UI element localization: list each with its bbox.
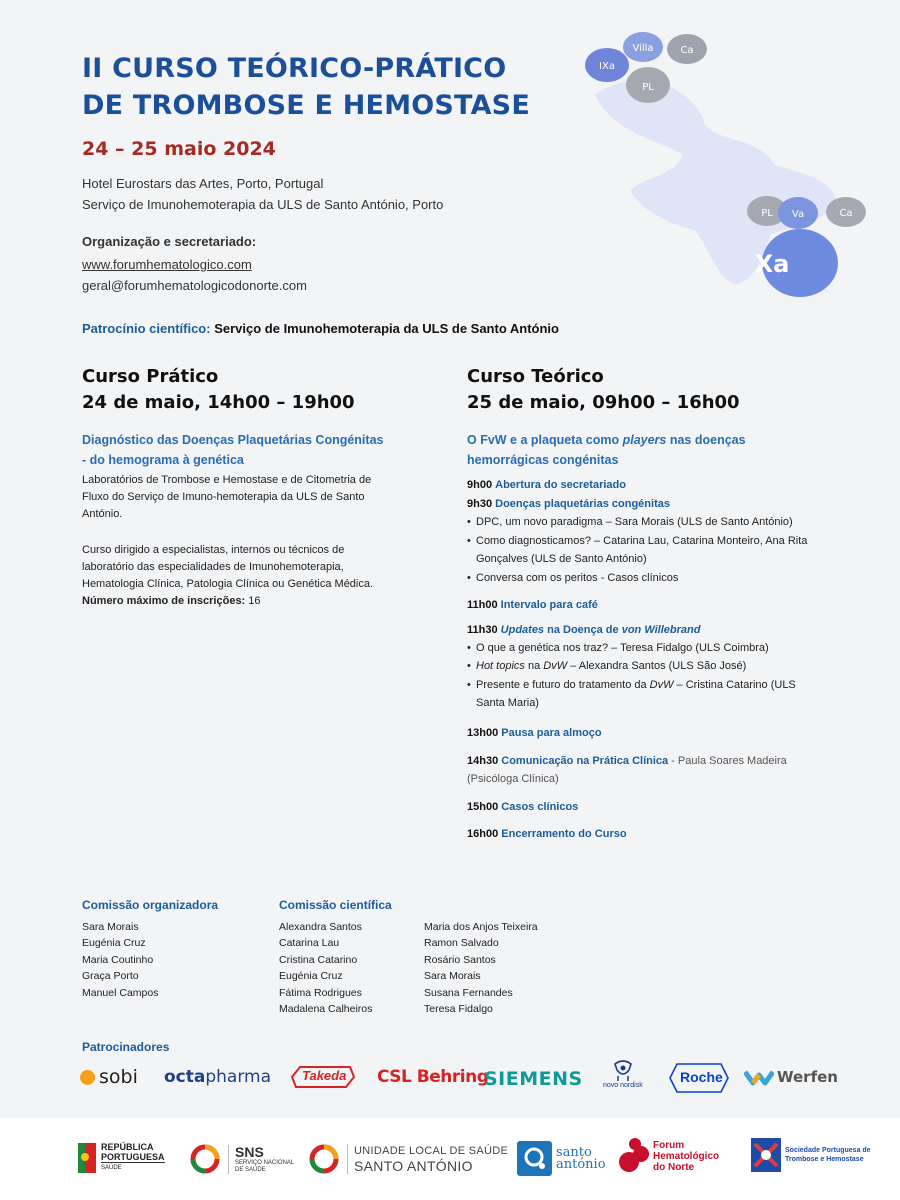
organization-contacts [82,254,307,296]
subtitle-line: Diagnóstico das Doenças Plaquetárias Congénitas [82,433,384,447]
max-value: 16 [248,595,261,607]
roche-logo [668,1062,730,1094]
teorico-title: Curso Teórico [467,366,604,387]
bubble-label: PL [642,82,654,93]
pratico-subtitle [82,430,383,470]
sns-logo [190,1144,294,1174]
talk-item [476,657,816,675]
session-title: Pausa para almoço [501,727,602,739]
talk-item: • Conversa com os peritos - Casos clínicos [476,569,816,587]
takeda-text: Takeda [302,1068,347,1083]
talk-part: – Alexandra Santos (ULS São José) [567,660,747,672]
talk-item [476,532,816,568]
pratico-audience [82,542,373,610]
santo-antonio-logo [517,1141,606,1176]
sponsorship-value: Serviço de Imunohemoterapia da ULS de Santo António [214,321,559,336]
spth-emblem [751,1138,781,1172]
session-title: Casos clínicos [501,801,579,813]
member-name: Catarina Lau [279,937,340,950]
scientific-sponsorship [82,321,559,336]
venue-line: Hotel Eurostars das Artes, Porto, Portugal [82,176,324,191]
time: 13h00 [467,727,499,739]
organizing-committee-list [82,919,158,1001]
speaker-role: (Psicóloga Clínica) [467,773,559,785]
scientific-committee-col2 [424,919,538,1017]
program-item [467,495,670,513]
sa-line: antónio [556,1156,606,1172]
octa-text: octa [164,1067,206,1087]
desc-line: Laboratórios de Trombose e Hemostase e de Citometria de [82,474,372,486]
republica-line: PORTUGUESA [101,1152,165,1162]
venue-line: Serviço de Imunohemoterapia da ULS de Santo António, Porto [82,197,444,212]
member-name: Eugénia Cruz [82,937,146,950]
uls-line: UNIDADE LOCAL DE SAÚDE [354,1145,509,1157]
member-name: Fátima Rodrigues [279,986,362,999]
organizing-committee-title: Comissão organizadora [82,898,219,912]
time: 11h30 [467,624,498,636]
siemens-logo [484,1066,583,1092]
subtitle-part: O FvW e a plaqueta como [467,433,623,447]
takeda-logo [288,1064,358,1090]
forum-line: do Norte [653,1161,695,1173]
time: 9h30 [467,498,493,510]
max-registrations [82,593,373,610]
member-name: Teresa Fidalgo [424,1003,493,1016]
uls-text [347,1144,508,1174]
pratico-when: 24 de maio, 14h00 – 19h00 [82,392,355,413]
member-name: Rosário Santos [424,953,496,966]
republica-portuguesa-logo [78,1142,165,1173]
talk-item: • O que a genética nos traz? – Teresa Fidalgo (ULS Coimbra) [476,639,816,657]
santo-antonio-text [556,1144,606,1172]
teorico-heading [467,364,740,416]
program-item [467,476,626,494]
talk-part: Presente e futuro do tratamento da [476,679,650,691]
sns-ring-icon [190,1144,220,1174]
member-name: Manuel Campos [82,986,159,999]
desc-line: Fluxo do Serviço de Imuno-hemoterapia da ULS de Santo [82,491,365,503]
venue [82,173,443,215]
time: 16h00 [467,828,499,840]
sobi-logo [80,1066,138,1088]
session-part: na Doença de [544,624,622,636]
program-line [467,752,787,770]
audience-line: laboratório das especialidades de Imunohemoterapia, [82,561,344,573]
forum-line: Hematológico [653,1150,720,1162]
apis-bull-icon [610,1056,636,1082]
talk-part: na [524,660,544,672]
pratico-description [82,472,371,523]
werfen-mark [744,1068,774,1086]
member-name: Maria Coutinho [82,953,154,966]
talk-item: • DPC, um novo paradigma – Sara Morais (ULS de Santo António) [476,513,816,531]
member-name: Madalena Calheiros [279,1003,373,1016]
member-name: Cristina Catarino [279,953,358,966]
speaker: - Paula Soares Madeira [668,755,787,767]
talk-line: Gonçalves (ULS de Santo António) [476,553,647,565]
sobi-text: sobi [99,1066,138,1088]
member-name: Graça Porto [82,970,139,983]
sns-line: SERVIÇO NACIONAL [235,1159,295,1166]
max-label: Número máximo de inscrições: [82,595,246,607]
member-name: Alexandra Santos [279,921,362,933]
siemens-text: SIEMENS [484,1068,583,1090]
csl-text: CSL Behring [377,1067,489,1087]
subtitle-line [467,430,746,450]
portugal-flag-icon [78,1143,96,1173]
spth-text [785,1146,871,1164]
octapharma-logo [164,1066,271,1088]
session-title: Doenças plaquetárias congénitas [495,498,670,510]
uls-line: SANTO ANTÓNIO [354,1158,473,1174]
subtitle-part: players [622,433,667,447]
bubble-label: Ca [839,208,853,219]
sns-text [228,1145,294,1174]
sa-line: santo [556,1144,592,1160]
republica-line: REPÚBLICA [101,1142,154,1152]
sponsorship-label: Patrocínio científico: [82,321,211,336]
bubble-label: IXa [599,61,615,72]
time: 9h00 [467,479,493,491]
organization-label: Organização e secretariado: [82,234,257,249]
session-part: Updates [500,624,545,636]
program-item [467,621,700,639]
bubble-label: Va [791,209,805,220]
member-name: Sara Morais [424,970,481,983]
subtitle-part: nas doenças [666,433,746,447]
title-line: II CURSO TEÓRICO-PRÁTICO [82,53,507,84]
novo-nordisk-logo [603,1056,643,1096]
audience-line: Hematologia Clínica, Patologia Clínica ou Genética Médica. [82,578,374,590]
bubble-label: Villa [632,43,654,54]
program-item [467,798,578,816]
talk-part: DvW [649,679,674,691]
bubble-label: Ca [680,45,694,56]
session-title: Abertura do secretariado [495,479,626,491]
session-title: Intervalo para café [500,599,598,611]
desc-line: António. [82,508,123,520]
forum-hematologico-logo [617,1136,719,1176]
werfen-logo [744,1066,838,1088]
republica-text [101,1142,165,1173]
roche-text: Roche [680,1069,723,1085]
sponsors-title: Patrocinadores [82,1040,170,1054]
talk-line: • Como diagnosticamos? – Catarina Lau, Catarina Monteiro, Ana Rita [476,535,808,547]
sobi-icon [80,1070,95,1085]
spth-line: Sociedade Portuguesa de [785,1147,871,1154]
member-name: Maria dos Anjos Teixeira [424,921,538,933]
forum-line: Forum [653,1139,685,1151]
pratico-title: Curso Prático [82,366,219,387]
program-item [467,825,627,843]
republica-line: SAÚDE [101,1165,122,1171]
subtitle-line: - do hemograma à genética [82,453,244,467]
uls-ring-icon [309,1144,339,1174]
member-name: Sara Morais [82,921,139,933]
talk-part: DvW [543,660,568,672]
audience-line: Curso dirigido a especialistas, internos ou técnicos de [82,544,345,556]
forum-text [653,1140,719,1173]
spth-logo [751,1138,871,1172]
bubble-label: Xa [754,250,790,278]
session-title [501,624,701,636]
time: 11h00 [467,599,498,611]
teorico-when: 25 de maio, 09h00 – 16h00 [467,392,740,413]
page-title [82,50,530,124]
platelet-illustration [575,25,895,310]
bubble-label: PL [761,208,773,219]
member-name: Eugénia Cruz [279,970,343,983]
talk-line: Santa Maria) [476,697,539,709]
novo-text: novo nordisk [603,1082,643,1089]
program-item [467,724,602,742]
spth-line: Trombose e Hemostase [785,1156,864,1163]
website-link[interactable]: www.forumhematologico.com [82,257,252,272]
time: 14h30 [467,755,499,767]
sns-line: DE SAÚDE [235,1166,266,1173]
werfen-text: Werfen [777,1068,838,1086]
csl-behring-logo [377,1064,488,1090]
talk-part: – Cristina Catarino (ULS [673,679,796,691]
session-title: Encerramento do Curso [501,828,627,840]
session-title: Comunicação na Prática Clínica [501,755,669,767]
sns-line: SNS [235,1143,264,1160]
program-item [467,752,787,788]
santo-antonio-icon [517,1141,552,1176]
pharma-text: pharma [205,1067,272,1087]
email-address[interactable]: geral@forumhematologicodonorte.com [82,278,307,293]
footer-logos [0,1118,900,1200]
time: 15h00 [467,801,499,813]
scientific-committee-title: Comissão científica [279,898,392,912]
forum-drop-icon [617,1136,651,1176]
event-date: 24 – 25 maio 2024 [82,138,276,160]
member-name: Ramon Salvado [424,937,499,950]
talk-line [476,676,816,694]
session-part: von Willebrand [621,624,701,636]
uls-santo-antonio-logo [309,1144,508,1174]
pratico-heading [82,364,355,416]
program-item [467,596,598,614]
subtitle-line: hemorrágicas congénitas [467,453,619,467]
talk-item [476,676,816,712]
title-line: DE TROMBOSE E HEMOSTASE [82,90,530,121]
scientific-committee-col1 [279,919,372,1017]
member-name: Susana Fernandes [424,986,513,999]
talk-part: Hot topics [476,660,525,672]
teorico-subtitle [467,430,746,470]
